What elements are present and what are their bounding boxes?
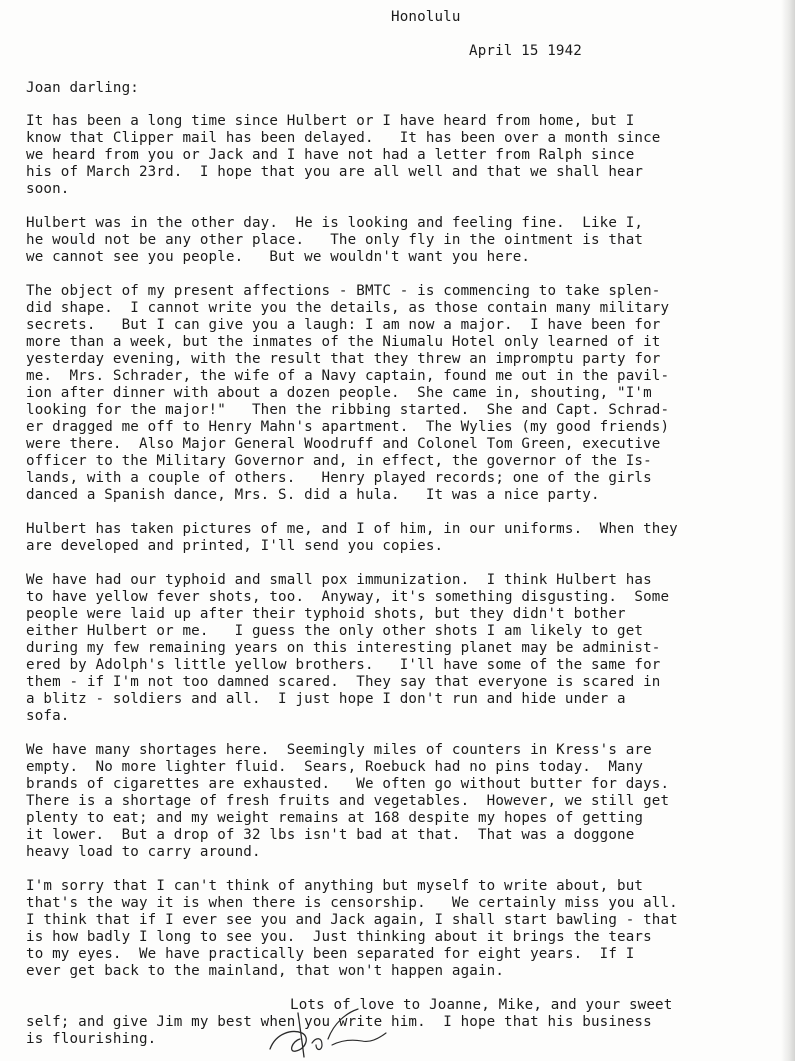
text-line: looking for the major!" Then the ribbing started. She and Capt. Schrad- bbox=[26, 402, 670, 418]
letter-salutation: Joan darling: bbox=[26, 80, 139, 96]
text-line: is flourishing. bbox=[26, 1031, 157, 1047]
paragraph-7 bbox=[26, 878, 786, 980]
text-line: Lots of love to Joanne, Mike, and your sweet bbox=[290, 997, 673, 1013]
text-line: Hulbert has taken pictures of me, and I of him, in our uniforms. When they bbox=[26, 521, 678, 537]
paragraph-2 bbox=[26, 215, 786, 266]
paragraph-4 bbox=[26, 521, 786, 555]
text-line: ever get back to the mainland, that won't happen again. bbox=[26, 963, 505, 979]
text-line: lands, with a couple of others. Henry played records; one of the girls bbox=[26, 470, 652, 486]
text-line: either Hulbert or me. I guess the only other shots I am likely to get bbox=[26, 623, 644, 639]
text-line: empty. No more lighter fluid. Sears, Roebuck had no pins today. Many bbox=[26, 759, 644, 775]
text-line: We have had our typhoid and small pox immunization. I think Hulbert has bbox=[26, 572, 652, 588]
letter-body bbox=[26, 113, 786, 1061]
text-line: er dragged me off to Henry Mahn's apartment. The Wylies (my good friends) bbox=[26, 419, 670, 435]
text-line: to my eyes. We have practically been separated for eight years. If I bbox=[26, 946, 635, 962]
text-line: We have many shortages here. Seemingly miles of counters in Kress's are bbox=[26, 742, 652, 758]
paragraph-3 bbox=[26, 283, 786, 504]
text-line: sofa. bbox=[26, 708, 70, 724]
text-line: I'm sorry that I can't think of anything but myself to write about, but bbox=[26, 878, 644, 894]
text-line: me. Mrs. Schrader, the wife of a Navy captain, found me out in the pavil- bbox=[26, 368, 670, 384]
text-line: know that Clipper mail has been delayed. It has been over a month since bbox=[26, 130, 661, 146]
text-line: The object of my present affections - BMTC - is commencing to take splen- bbox=[26, 283, 661, 299]
text-line: There is a shortage of fresh fruits and vegetables. However, we still get bbox=[26, 793, 670, 809]
text-line: It has been a long time since Hulbert or I have heard from home, but I bbox=[26, 113, 635, 129]
text-line: during my few remaining years on this interesting planet may be administ- bbox=[26, 640, 661, 656]
text-line: secrets. But I can give you a laugh: I am now a major. I have been for bbox=[26, 317, 661, 333]
text-line: a blitz - soldiers and all. I just hope I don't run and hide under a bbox=[26, 691, 626, 707]
text-line: danced a Spanish dance, Mrs. S. did a hula. It was a nice party. bbox=[26, 487, 600, 503]
closing-paragraph bbox=[26, 997, 786, 1048]
text-line: we cannot see you people. But we wouldn't want you here. bbox=[26, 249, 531, 265]
text-line: did shape. I cannot write you the details, as those contain many military bbox=[26, 300, 670, 316]
text-line: Hulbert was in the other day. He is looking and feeling fine. Like I, bbox=[26, 215, 644, 231]
paragraph-1 bbox=[26, 113, 786, 198]
paragraph-6 bbox=[26, 742, 786, 861]
letter-date: April 15 1942 bbox=[469, 43, 582, 59]
text-line: people were laid up after their typhoid shots, but they didn't bother bbox=[26, 606, 626, 622]
handwritten-signature bbox=[262, 1003, 392, 1061]
text-line: officer to the Military Governor and, in effect, the governor of the Is- bbox=[26, 453, 652, 469]
text-line: ion after dinner with about a dozen people. She came in, shouting, "I'm bbox=[26, 385, 652, 401]
text-line: yesterday evening, with the result that they threw an impromptu party for bbox=[26, 351, 661, 367]
text-line: he would not be any other place. The only fly in the ointment is that bbox=[26, 232, 644, 248]
text-line: soon. bbox=[26, 181, 70, 197]
text-line: brands of cigarettes are exhausted. We often go without butter for days. bbox=[26, 776, 670, 792]
paragraph-5 bbox=[26, 572, 786, 725]
text-line: we heard from you or Jack and I have not had a letter from Ralph since bbox=[26, 147, 635, 163]
letter-city: Honolulu bbox=[391, 9, 461, 25]
text-line: his of March 23rd. I hope that you are all well and that we shall hear bbox=[26, 164, 644, 180]
text-line: is how badly I long to see you. Just thinking about it brings the tears bbox=[26, 929, 652, 945]
text-line: more than a week, but the inmates of the Niumalu Hotel only learned of it bbox=[26, 334, 661, 350]
text-line: them - if I'm not too damned scared. They say that everyone is scared in bbox=[26, 674, 661, 690]
text-line: it lower. But a drop of 32 lbs isn't bad at that. That was a doggone bbox=[26, 827, 635, 843]
text-line: plenty to eat; and my weight remains at 168 despite my hopes of getting bbox=[26, 810, 644, 826]
text-line: to have yellow fever shots, too. Anyway, it's something disgusting. Some bbox=[26, 589, 670, 605]
text-line: ered by Adolph's little yellow brothers. I'll have some of the same for bbox=[26, 657, 661, 673]
text-line: self; and give Jim my best when you write him. I hope that his business bbox=[26, 1014, 652, 1030]
text-line: were there. Also Major General Woodruff and Colonel Tom Green, executive bbox=[26, 436, 661, 452]
text-line: are developed and printed, I'll send you copies. bbox=[26, 538, 444, 554]
text-line: I think that if I ever see you and Jack again, I shall start bawling - that bbox=[26, 912, 678, 928]
text-line: that's the way it is when there is censorship. We certainly miss you all. bbox=[26, 895, 678, 911]
text-line: heavy load to carry around. bbox=[26, 844, 261, 860]
